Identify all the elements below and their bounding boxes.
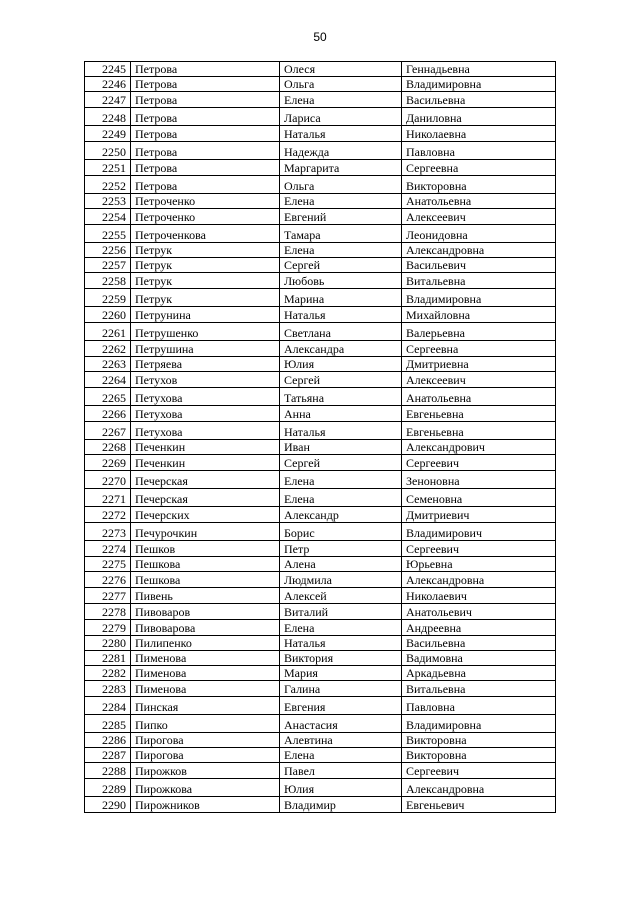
- row-number: 2251: [85, 160, 131, 176]
- patronymic-cell: Дмитриевич: [402, 507, 556, 523]
- table-row: [85, 108, 556, 126]
- patronymic-cell: Васильевич: [402, 258, 556, 273]
- first-name-cell: Сергей: [280, 372, 402, 388]
- row-number: 2285: [85, 715, 131, 733]
- surname-cell: Петрук: [131, 243, 280, 258]
- table-row: [85, 471, 556, 489]
- roster-table-body: [85, 62, 556, 813]
- row-number: 2287: [85, 748, 131, 763]
- patronymic-cell: Викторовна: [402, 176, 556, 194]
- patronymic-cell: Дмитриевна: [402, 357, 556, 372]
- patronymic-cell: Андреевна: [402, 620, 556, 636]
- surname-cell: Петрова: [131, 126, 280, 142]
- row-number: 2252: [85, 176, 131, 194]
- patronymic-cell: Леонидовна: [402, 225, 556, 243]
- table-row: [85, 258, 556, 273]
- row-number: 2282: [85, 666, 131, 681]
- first-name-cell: Петр: [280, 541, 402, 557]
- first-name-cell: Александра: [280, 341, 402, 357]
- first-name-cell: Наталья: [280, 307, 402, 323]
- surname-cell: Пешкова: [131, 557, 280, 572]
- first-name-cell: Любовь: [280, 273, 402, 289]
- surname-cell: Петрова: [131, 142, 280, 160]
- row-number: 2266: [85, 406, 131, 422]
- patronymic-cell: Семеновна: [402, 489, 556, 507]
- table-row: [85, 273, 556, 289]
- first-name-cell: Марина: [280, 289, 402, 307]
- row-number: 2268: [85, 440, 131, 455]
- surname-cell: Печерских: [131, 507, 280, 523]
- patronymic-cell: Сергеевич: [402, 455, 556, 471]
- table-row: [85, 797, 556, 813]
- row-number: 2247: [85, 92, 131, 108]
- surname-cell: Пименова: [131, 651, 280, 666]
- patronymic-cell: Николаевич: [402, 588, 556, 604]
- surname-cell: Петрова: [131, 92, 280, 108]
- table-row: [85, 763, 556, 779]
- row-number: 2262: [85, 341, 131, 357]
- surname-cell: Пирогова: [131, 733, 280, 748]
- row-number: 2288: [85, 763, 131, 779]
- table-row: [85, 489, 556, 507]
- row-number: 2255: [85, 225, 131, 243]
- table-row: [85, 557, 556, 572]
- row-number: 2258: [85, 273, 131, 289]
- table-row: [85, 620, 556, 636]
- patronymic-cell: Вадимовна: [402, 651, 556, 666]
- table-row: [85, 697, 556, 715]
- table-row: [85, 357, 556, 372]
- surname-cell: Петухова: [131, 422, 280, 440]
- patronymic-cell: Анатольевич: [402, 604, 556, 620]
- row-number: 2290: [85, 797, 131, 813]
- surname-cell: Петрушина: [131, 341, 280, 357]
- surname-cell: Петрук: [131, 289, 280, 307]
- row-number: 2245: [85, 62, 131, 77]
- table-row: [85, 455, 556, 471]
- first-name-cell: Елена: [280, 92, 402, 108]
- row-number: 2279: [85, 620, 131, 636]
- table-row: [85, 541, 556, 557]
- first-name-cell: Евгения: [280, 697, 402, 715]
- surname-cell: Печерская: [131, 489, 280, 507]
- first-name-cell: Мария: [280, 666, 402, 681]
- first-name-cell: Иван: [280, 440, 402, 455]
- first-name-cell: Маргарита: [280, 160, 402, 176]
- patronymic-cell: Аркадьевна: [402, 666, 556, 681]
- first-name-cell: Елена: [280, 194, 402, 209]
- table-row: [85, 604, 556, 620]
- row-number: 2265: [85, 388, 131, 406]
- patronymic-cell: Геннадьевна: [402, 62, 556, 77]
- surname-cell: Печурочкин: [131, 523, 280, 541]
- first-name-cell: Виталий: [280, 604, 402, 620]
- first-name-cell: Александр: [280, 507, 402, 523]
- row-number: 2248: [85, 108, 131, 126]
- table-row: [85, 126, 556, 142]
- first-name-cell: Алена: [280, 557, 402, 572]
- row-number: 2286: [85, 733, 131, 748]
- first-name-cell: Татьяна: [280, 388, 402, 406]
- first-name-cell: Ольга: [280, 176, 402, 194]
- patronymic-cell: Павловна: [402, 142, 556, 160]
- patronymic-cell: Владимировна: [402, 77, 556, 92]
- table-row: [85, 681, 556, 697]
- surname-cell: Петрова: [131, 160, 280, 176]
- row-number: 2283: [85, 681, 131, 697]
- surname-cell: Петроченко: [131, 194, 280, 209]
- patronymic-cell: Александровна: [402, 779, 556, 797]
- surname-cell: Пивень: [131, 588, 280, 604]
- first-name-cell: Алексей: [280, 588, 402, 604]
- surname-cell: Печерская: [131, 471, 280, 489]
- patronymic-cell: Евгеньевна: [402, 406, 556, 422]
- surname-cell: Петроченко: [131, 209, 280, 225]
- first-name-cell: Наталья: [280, 126, 402, 142]
- row-number: 2284: [85, 697, 131, 715]
- first-name-cell: Юлия: [280, 357, 402, 372]
- patronymic-cell: Даниловна: [402, 108, 556, 126]
- surname-cell: Пивоварова: [131, 620, 280, 636]
- row-number: 2254: [85, 209, 131, 225]
- surname-cell: Петухова: [131, 388, 280, 406]
- row-number: 2270: [85, 471, 131, 489]
- first-name-cell: Галина: [280, 681, 402, 697]
- surname-cell: Петрова: [131, 108, 280, 126]
- surname-cell: Пирожников: [131, 797, 280, 813]
- surname-cell: Печенкин: [131, 440, 280, 455]
- first-name-cell: Наталья: [280, 422, 402, 440]
- patronymic-cell: Владимировна: [402, 289, 556, 307]
- row-number: 2277: [85, 588, 131, 604]
- row-number: 2263: [85, 357, 131, 372]
- first-name-cell: Надежда: [280, 142, 402, 160]
- surname-cell: Петрук: [131, 258, 280, 273]
- patronymic-cell: Викторовна: [402, 748, 556, 763]
- patronymic-cell: Владимировна: [402, 715, 556, 733]
- row-number: 2274: [85, 541, 131, 557]
- table-row: [85, 92, 556, 108]
- row-number: 2253: [85, 194, 131, 209]
- patronymic-cell: Витальевна: [402, 273, 556, 289]
- row-number: 2278: [85, 604, 131, 620]
- surname-cell: Петрушенко: [131, 323, 280, 341]
- surname-cell: Пешков: [131, 541, 280, 557]
- table-row: [85, 77, 556, 92]
- row-number: 2257: [85, 258, 131, 273]
- patronymic-cell: Васильевна: [402, 636, 556, 651]
- first-name-cell: Елена: [280, 748, 402, 763]
- patronymic-cell: Юрьевна: [402, 557, 556, 572]
- patronymic-cell: Алексеевич: [402, 209, 556, 225]
- row-number: 2271: [85, 489, 131, 507]
- patronymic-cell: Павловна: [402, 697, 556, 715]
- table-row: [85, 194, 556, 209]
- table-row: [85, 523, 556, 541]
- table-row: [85, 176, 556, 194]
- table-row: [85, 715, 556, 733]
- first-name-cell: Юлия: [280, 779, 402, 797]
- row-number: 2261: [85, 323, 131, 341]
- surname-cell: Пирожкова: [131, 779, 280, 797]
- patronymic-cell: Алексеевич: [402, 372, 556, 388]
- patronymic-cell: Валерьевна: [402, 323, 556, 341]
- patronymic-cell: Витальевна: [402, 681, 556, 697]
- surname-cell: Пименова: [131, 666, 280, 681]
- row-number: 2264: [85, 372, 131, 388]
- first-name-cell: Елена: [280, 489, 402, 507]
- first-name-cell: Лариса: [280, 108, 402, 126]
- surname-cell: Петрова: [131, 77, 280, 92]
- first-name-cell: Анастасия: [280, 715, 402, 733]
- row-number: 2256: [85, 243, 131, 258]
- first-name-cell: Ольга: [280, 77, 402, 92]
- surname-cell: Петухова: [131, 406, 280, 422]
- row-number: 2276: [85, 572, 131, 588]
- surname-cell: Петухов: [131, 372, 280, 388]
- table-row: [85, 307, 556, 323]
- row-number: 2273: [85, 523, 131, 541]
- table-row: [85, 779, 556, 797]
- first-name-cell: Алевтина: [280, 733, 402, 748]
- patronymic-cell: Александровна: [402, 572, 556, 588]
- first-name-cell: Елена: [280, 471, 402, 489]
- table-row: [85, 225, 556, 243]
- first-name-cell: Наталья: [280, 636, 402, 651]
- first-name-cell: Павел: [280, 763, 402, 779]
- table-row: [85, 636, 556, 651]
- table-row: [85, 209, 556, 225]
- patronymic-cell: Евгеньевич: [402, 797, 556, 813]
- roster-table: [84, 61, 556, 813]
- surname-cell: Петроченкова: [131, 225, 280, 243]
- patronymic-cell: Зеноновна: [402, 471, 556, 489]
- patronymic-cell: Евгеньевна: [402, 422, 556, 440]
- table-row: [85, 160, 556, 176]
- first-name-cell: Анна: [280, 406, 402, 422]
- surname-cell: Петрова: [131, 62, 280, 77]
- first-name-cell: Елена: [280, 620, 402, 636]
- surname-cell: Пивоваров: [131, 604, 280, 620]
- table-row: [85, 733, 556, 748]
- row-number: 2272: [85, 507, 131, 523]
- first-name-cell: Виктория: [280, 651, 402, 666]
- table-row: [85, 388, 556, 406]
- row-number: 2267: [85, 422, 131, 440]
- surname-cell: Пирогова: [131, 748, 280, 763]
- table-row: [85, 341, 556, 357]
- row-number: 2249: [85, 126, 131, 142]
- patronymic-cell: Сергеевич: [402, 763, 556, 779]
- surname-cell: Пименова: [131, 681, 280, 697]
- first-name-cell: Светлана: [280, 323, 402, 341]
- first-name-cell: Владимир: [280, 797, 402, 813]
- table-row: [85, 507, 556, 523]
- patronymic-cell: Александровна: [402, 243, 556, 258]
- first-name-cell: Олеся: [280, 62, 402, 77]
- page-number: 50: [313, 30, 327, 44]
- patronymic-cell: Сергеевич: [402, 541, 556, 557]
- patronymic-cell: Сергеевна: [402, 160, 556, 176]
- table-row: [85, 422, 556, 440]
- row-number: 2250: [85, 142, 131, 160]
- surname-cell: Пирожков: [131, 763, 280, 779]
- row-number: 2289: [85, 779, 131, 797]
- surname-cell: Пипко: [131, 715, 280, 733]
- row-number: 2275: [85, 557, 131, 572]
- table-row: [85, 588, 556, 604]
- table-row: [85, 440, 556, 455]
- table-row: [85, 572, 556, 588]
- row-number: 2259: [85, 289, 131, 307]
- row-number: 2260: [85, 307, 131, 323]
- first-name-cell: Сергей: [280, 258, 402, 273]
- patronymic-cell: Николаевна: [402, 126, 556, 142]
- surname-cell: Петрук: [131, 273, 280, 289]
- row-number: 2281: [85, 651, 131, 666]
- table-row: [85, 62, 556, 77]
- surname-cell: Пилипенко: [131, 636, 280, 651]
- table-row: [85, 243, 556, 258]
- row-number: 2280: [85, 636, 131, 651]
- row-number: 2246: [85, 77, 131, 92]
- first-name-cell: Елена: [280, 243, 402, 258]
- patronymic-cell: Анатольевна: [402, 194, 556, 209]
- surname-cell: Петрунина: [131, 307, 280, 323]
- table-row: [85, 651, 556, 666]
- table-row: [85, 372, 556, 388]
- table-row: [85, 666, 556, 681]
- first-name-cell: Сергей: [280, 455, 402, 471]
- first-name-cell: Тамара: [280, 225, 402, 243]
- first-name-cell: Людмила: [280, 572, 402, 588]
- patronymic-cell: Михайловна: [402, 307, 556, 323]
- table-row: [85, 142, 556, 160]
- surname-cell: Пинская: [131, 697, 280, 715]
- table-row: [85, 323, 556, 341]
- table-row: [85, 289, 556, 307]
- surname-cell: Печенкин: [131, 455, 280, 471]
- table-row: [85, 748, 556, 763]
- patronymic-cell: Владимирович: [402, 523, 556, 541]
- patronymic-cell: Александрович: [402, 440, 556, 455]
- surname-cell: Петрова: [131, 176, 280, 194]
- patronymic-cell: Викторовна: [402, 733, 556, 748]
- first-name-cell: Борис: [280, 523, 402, 541]
- patronymic-cell: Сергеевна: [402, 341, 556, 357]
- row-number: 2269: [85, 455, 131, 471]
- patronymic-cell: Васильевна: [402, 92, 556, 108]
- surname-cell: Петряева: [131, 357, 280, 372]
- patronymic-cell: Анатольевна: [402, 388, 556, 406]
- surname-cell: Пешкова: [131, 572, 280, 588]
- table-row: [85, 406, 556, 422]
- first-name-cell: Евгений: [280, 209, 402, 225]
